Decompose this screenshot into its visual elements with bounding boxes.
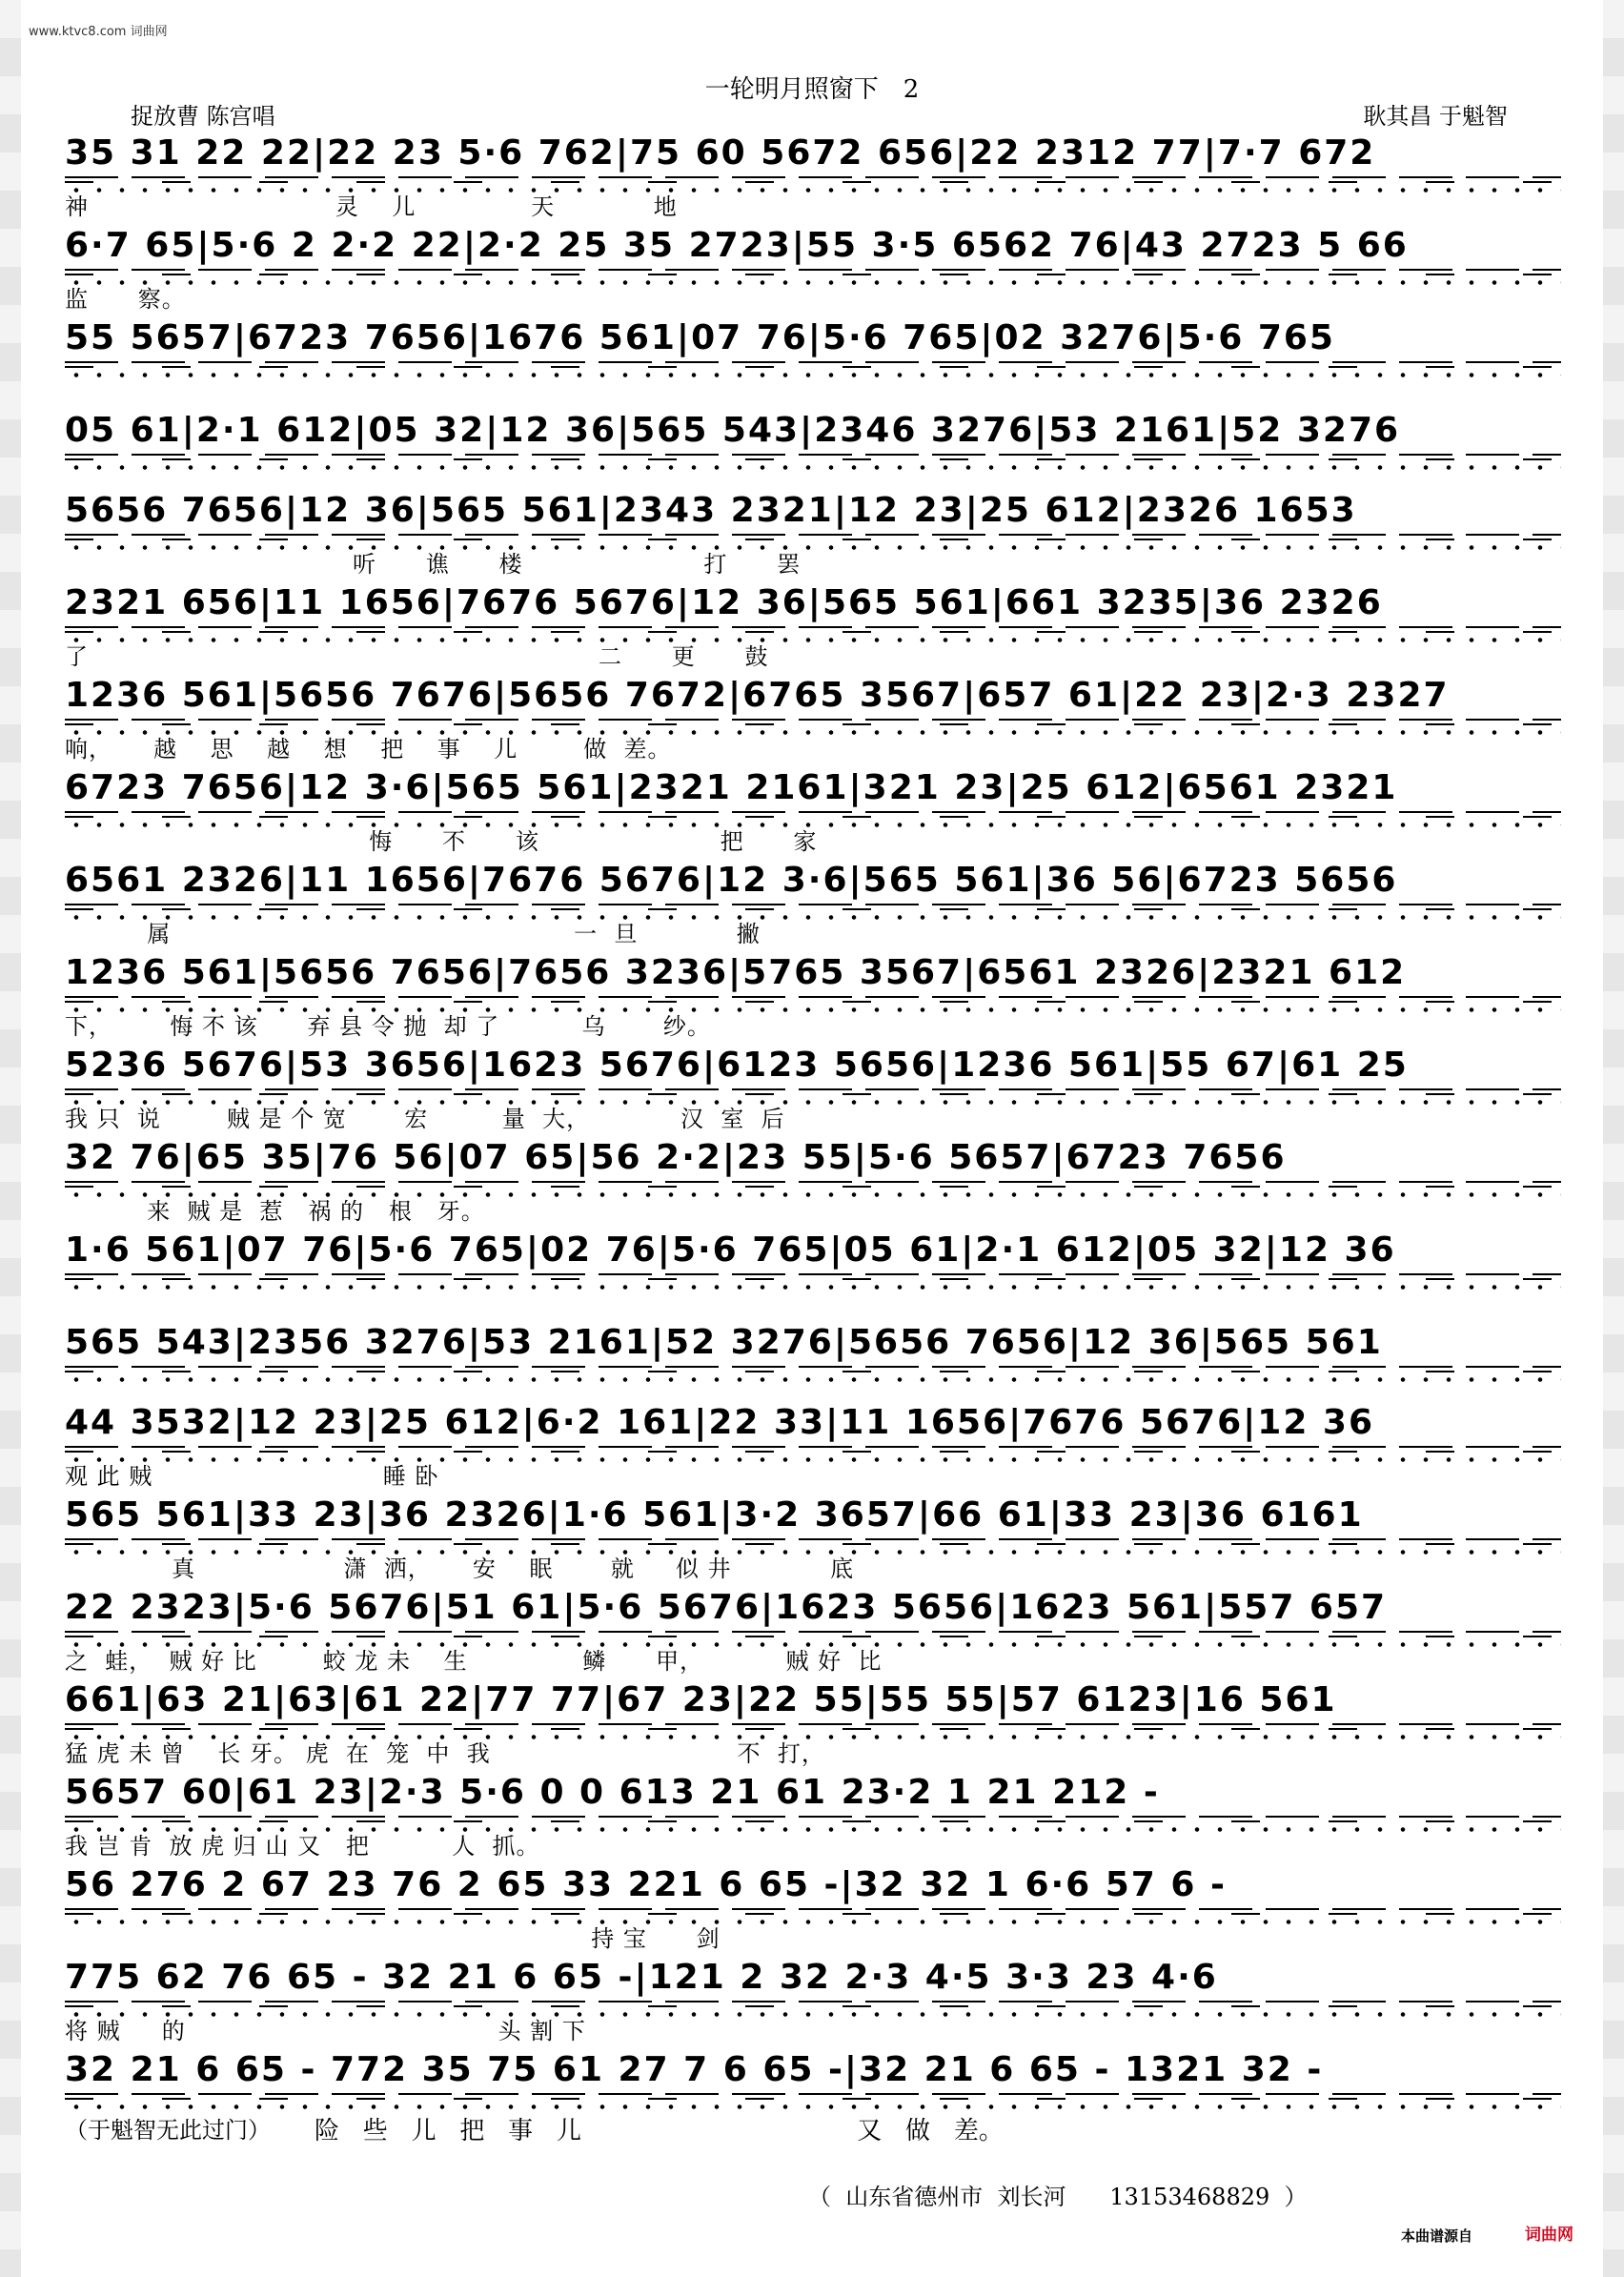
beam-line (65, 2093, 1561, 2095)
notation-line: 565 561|33 23|36 2326|1·6 561|3·2 3657|66 61|33 23|36 6161 (65, 1495, 1364, 1535)
beam-line (65, 1543, 1561, 1545)
lyric-line: 我 只 说 贼 是 个 宽 宏 量 大， 汉 室 后 (65, 1106, 785, 1132)
beam-line (65, 626, 1561, 628)
notation-line: 565 543|2356 3276|53 2161|52 3276|5656 7656|12 36|565 561 (65, 1323, 1383, 1362)
lyric-line: 猛 虎 未 曾 长 牙。 虎 在 笼 中 我 不 打， (65, 1740, 825, 1767)
notation-line: 56 276 2 67 23 76 2 65 33 221 6 65 -|32 32 1 6·6 57 6 - (65, 1865, 1227, 1904)
beam-line (65, 908, 1561, 910)
performance-note: （于魁智无此过门） (65, 2117, 271, 2144)
lyric-line: 真 潇 洒， 安 眠 就 似 井 底 (65, 1555, 855, 1582)
beam-line (65, 176, 1561, 178)
beam-line (65, 1186, 1561, 1188)
beam-line (65, 1273, 1561, 1275)
lyric-line (65, 1290, 1561, 1318)
beam-line (65, 811, 1561, 813)
lyric-line: 悔 不 该 把 家 (65, 828, 818, 855)
notation-line: 6·7 65|5·6 2 2·2 22|2·2 25 35 2723|55 3·5 6562 76|43 2723 5 66 (65, 226, 1409, 265)
beam-line (65, 1088, 1561, 1090)
beam-line (65, 1723, 1561, 1725)
beam-line (65, 181, 1561, 183)
lyric-line: 听 谯 楼 打 罢 (65, 551, 802, 578)
lyric-line (65, 377, 1561, 406)
beam-line (65, 719, 1561, 721)
beam-line (65, 2005, 1561, 2007)
lyric-line: 将 贼 的 头 割 下 (65, 2018, 586, 2044)
beam-line (65, 1816, 1561, 1818)
notation-line: 55 5657|6723 7656|1676 561|07 76|5·6 765|02 3276|5·6 765 (65, 318, 1335, 357)
lyric-line: 持 宝 剑 (65, 1925, 721, 1952)
beam-line (65, 2001, 1561, 2003)
site-url[interactable]: www.ktvc8.com 词曲网 (29, 25, 168, 39)
lyric-line: 之 蛙， 贼 好 比 蛟 龙 未 生 鳞 甲， 贼 好 比 (65, 1648, 883, 1675)
beam-line (65, 816, 1561, 818)
beam-line (65, 1181, 1561, 1183)
lyric-line: 来 贼 是 惹 祸 的 根 牙。 (65, 1198, 485, 1225)
notation-line: 5657 60|61 23|2·3 5·6 0 0 613 21 61 23·2 1 21 212 - (65, 1773, 1160, 1812)
beam-line (65, 1451, 1561, 1453)
beam-line (65, 1366, 1561, 1368)
notation-line: 5656 7656|12 36|565 561|2343 2321|12 23|25 612|2326 1653 (65, 491, 1357, 530)
beam-line (65, 1001, 1561, 1003)
performer-credit: 耿其昌 于魁智 (1363, 103, 1508, 130)
lyric-line: 属 一 旦 撇 (65, 921, 761, 947)
beam-line (65, 1913, 1561, 1915)
notation-line: 5236 5676|53 3656|1623 5676|6123 5656|1236 561|55 67|61 25 (65, 1046, 1409, 1085)
lyric-line: 我 岂 肯 放 虎 归 山 又 把 人 抓。 (65, 1833, 540, 1860)
page-title: 一轮明月照窗下 2 (704, 75, 920, 104)
notation-line: 1·6 561|07 76|5·6 765|02 76|5·6 765|05 61|2·1 612|05 32|12 36 (65, 1230, 1396, 1270)
footer-source-label: 本曲谱源自 (1401, 2227, 1473, 2245)
octave-dots (65, 2104, 1561, 2109)
lyric-line: 下， 悔 不 该 弃 县 令 抛 却 了 乌 纱。 (65, 1013, 711, 1040)
lyric-line (65, 100, 1561, 129)
lyric-line (65, 1370, 1561, 1398)
beam-line (65, 454, 1561, 456)
beam-line (65, 1278, 1561, 1280)
notation-line: 1236 561|5656 7656|7656 3236|5765 3567|6561 2326|2321 612 (65, 953, 1407, 992)
notation-line: 44 3532|12 23|25 612|6·2 161|22 33|11 1656|7676 5676|12 36 (65, 1403, 1375, 1442)
site-logo[interactable]: 词曲网 (1525, 2226, 1573, 2245)
beam-line (65, 1093, 1561, 1095)
beam-line (65, 361, 1561, 363)
notation-line: 05 61|2·1 612|05 32|12 36|565 543|2346 3276|53 2161|52 3276 (65, 411, 1401, 450)
beam-line (65, 539, 1561, 540)
final-lyric-line: 险 些 儿 把 事 儿 又 做 差。 (315, 2117, 1004, 2145)
beam-line (65, 996, 1561, 998)
lyric-line: 了 二 更 鼓 (65, 643, 769, 670)
lyric-line: 监 察。 (65, 286, 186, 313)
singer-credit: 捉放曹 陈宫唱 (131, 103, 275, 130)
notation-line: 35 31 22 22|22 23 5·6 762|75 60 5672 656|22 2312 77|7·7 672 (65, 133, 1376, 173)
beam-line (65, 1636, 1561, 1637)
beam-line (65, 723, 1561, 725)
beam-line (65, 534, 1561, 536)
notation-line: 22 2323|5·6 5676|51 61|5·6 5676|1623 5656|1623 561|557 657 (65, 1588, 1388, 1627)
beam-line (65, 274, 1561, 275)
notation-line: 2321 656|11 1656|7676 5676|12 36|565 561|661 3235|36 2326 (65, 583, 1383, 622)
beam-line (65, 1820, 1561, 1822)
lyric-line (65, 457, 1561, 486)
notation-line: 6561 2326|11 1656|7676 5676|12 3·6|565 561|36 56|6723 5656 (65, 861, 1398, 900)
right-watermark-strip (1603, 0, 1624, 2277)
beam-line (65, 269, 1561, 271)
beam-line (65, 1908, 1561, 1910)
beam-line (65, 366, 1561, 368)
notation-line: 32 21 6 65 - 772 35 75 61 27 7 6 65 -|32 21 6 65 - 1321 32 - (65, 2050, 1324, 2089)
notation-line: 775 62 76 65 - 32 21 6 65 -|121 2 32 2·3 4·5 3·3 23 4·6 (65, 1958, 1218, 1997)
notation-line: 32 76|65 35|76 56|07 65|56 2·2|23 55|5·6 5657|6723 7656 (65, 1138, 1287, 1177)
beam-line (65, 1538, 1561, 1540)
transcriber-credit: （ 山东省德州市 刘长河 13153468829 ） (808, 2184, 1308, 2210)
notation-line: 661|63 21|63|61 22|77 77|67 23|22 55|55 55|57 6123|16 561 (65, 1680, 1337, 1719)
notation-line: 6723 7656|12 3·6|565 561|2321 2161|321 23|25 612|6561 2321 (65, 768, 1398, 807)
beam-line (65, 1728, 1561, 1730)
notation-line: 1236 561|5656 7676|5656 7672|6765 3567|657 61|22 23|2·3 2327 (65, 676, 1450, 715)
beam-line (65, 2098, 1561, 2100)
left-watermark-strip (0, 0, 21, 2277)
beam-line (65, 1631, 1561, 1633)
lyric-line: 神 灵 儿 天 地 (65, 193, 678, 220)
beam-line (65, 1446, 1561, 1448)
lyric-line: 响， 越 思 越 想 把 事 儿 做 差。 (65, 736, 672, 762)
lyric-line: 观 此 贼 睡 卧 (65, 1463, 439, 1490)
beam-line (65, 904, 1561, 905)
beam-line (65, 631, 1561, 633)
